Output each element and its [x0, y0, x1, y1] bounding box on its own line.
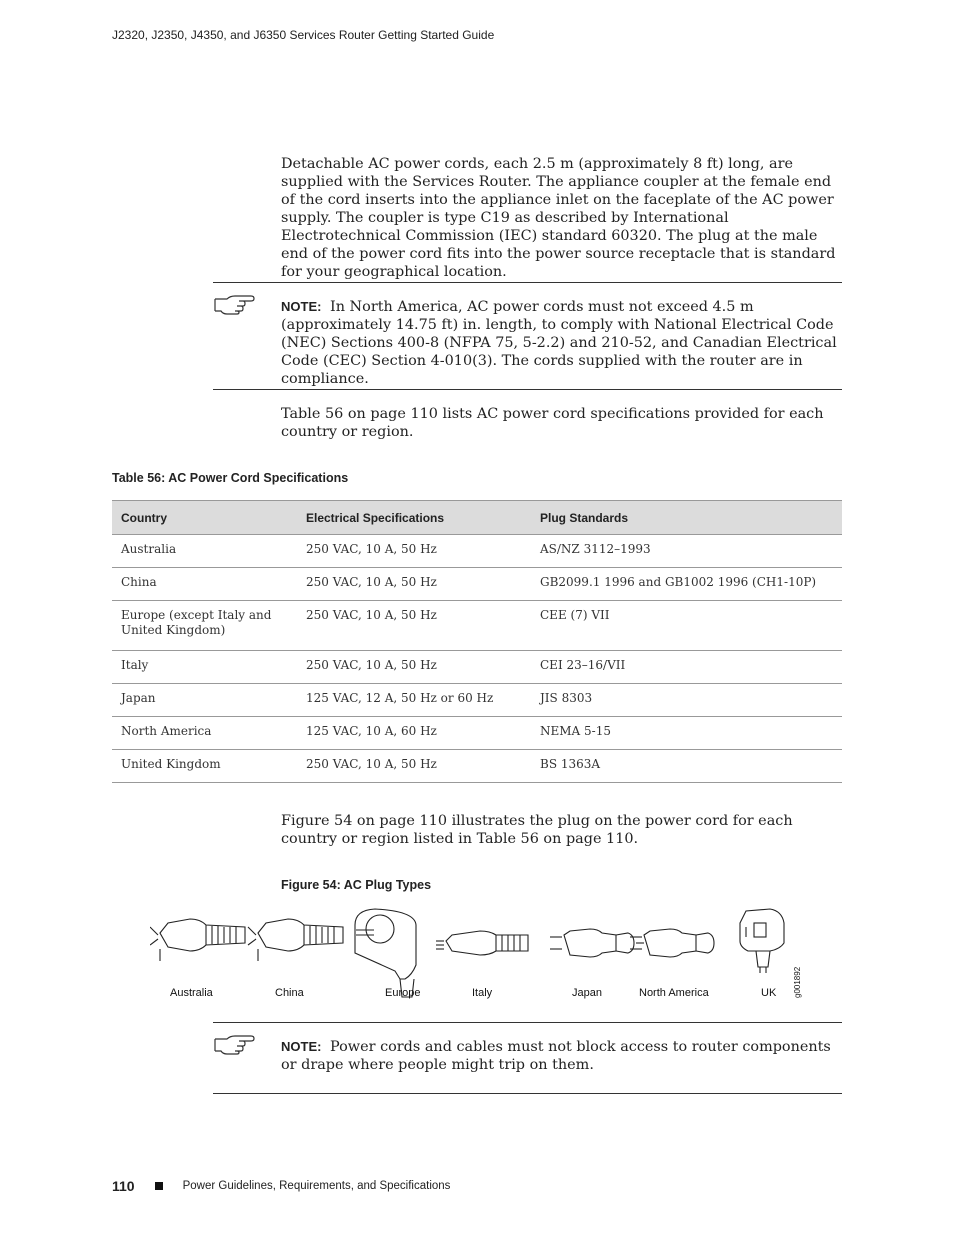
plug-label-italy: Italy — [472, 987, 493, 999]
table-row — [112, 717, 842, 750]
column-header-electrical: Electrical Specifications — [297, 501, 531, 535]
table-row — [112, 568, 842, 601]
uk-plug-illustration — [740, 909, 784, 973]
cell-plug: JIS 8303 — [531, 684, 842, 717]
intro-paragraph: Detachable AC power cords, each 2.5 m (approximately 8 ft) long, are supplied with the Services Router. The appliance coupler at the female end of the cord inserts into the appliance inlet on the faceplate of the AC power supply. The coupler is type C19 as described by International Electrotechnical Commission (IEC) standard 60320. The plug at the male end of the power cord fits into the power source receptacle that is standard for your geographical location. — [281, 156, 836, 280]
note-label: NOTE: — [281, 299, 322, 314]
plug-label-japan: Japan — [572, 987, 602, 999]
table-row — [112, 750, 842, 783]
table-caption: Table 56: AC Power Cord Specifications — [112, 471, 349, 485]
table-row — [112, 535, 842, 568]
cell-plug: GB2099.1 1996 and GB1002 1996 (CH1-10P) — [531, 568, 842, 601]
note-label: NOTE: — [281, 1039, 322, 1054]
plug-label-north-america: North America — [639, 987, 709, 999]
figure-caption: Figure 54: AC Plug Types — [281, 878, 432, 892]
table-row — [112, 684, 842, 717]
italy-plug-illustration — [436, 931, 528, 955]
europe-plug-illustration — [355, 909, 416, 997]
power-cord-spec-table — [112, 500, 842, 783]
cell-electrical: 250 VAC, 10 A, 50 Hz — [297, 651, 531, 684]
figure-intro-paragraph: Figure 54 on page 110 illustrates the plug on the power cord for each country or region listed in Table 56 on page 110. — [281, 813, 793, 847]
table-header-row — [112, 501, 842, 535]
footer-section-title: Power Guidelines, Requirements, and Specifications — [182, 1180, 451, 1192]
note-text — [281, 1038, 843, 1074]
cell-country: China — [112, 568, 297, 601]
cell-electrical: 125 VAC, 10 A, 60 Hz — [297, 717, 531, 750]
page-footer — [112, 1178, 450, 1194]
plug-label-china: China — [275, 987, 304, 999]
cell-country: Italy — [112, 651, 297, 684]
table-row — [112, 601, 842, 651]
note-body: In North America, AC power cords must not exceed 4.5 m (approximately 14.75 ft) in. length, to comply with National Electrical Code (NEC) Sections 400-8 (NFPA 75, 5-2.2) and 210-52, and Canadian Electrical Code (CEC) Section 4-010(3). The cords supplied with the router are in compliance. — [281, 299, 837, 387]
column-header-plug: Plug Standards — [531, 501, 842, 535]
ac-plug-types-figure — [150, 905, 810, 1005]
cell-country: Japan — [112, 684, 297, 717]
cell-plug: BS 1363A — [531, 750, 842, 783]
cell-country: United Kingdom — [112, 750, 297, 783]
pointing-hand-icon — [213, 293, 255, 315]
china-plug-illustration — [248, 919, 343, 961]
japan-plug-illustration — [550, 929, 634, 957]
cell-electrical: 250 VAC, 10 A, 50 Hz — [297, 535, 531, 568]
cell-country: North America — [112, 717, 297, 750]
north-america-plug-illustration — [630, 929, 714, 957]
cell-plug: CEE (7) VII — [531, 601, 842, 651]
square-bullet-icon — [155, 1182, 163, 1190]
cell-country: Australia — [112, 535, 297, 568]
cell-plug: CEI 23–16/VII — [531, 651, 842, 684]
cell-electrical: 250 VAC, 10 A, 50 Hz — [297, 568, 531, 601]
table-intro-paragraph: Table 56 on page 110 lists AC power cord specifications provided for each country or region. — [281, 406, 824, 440]
note-block — [213, 282, 842, 390]
pointing-hand-icon — [213, 1033, 255, 1055]
cell-country: Europe (except Italy and United Kingdom) — [112, 601, 297, 651]
cell-electrical: 250 VAC, 10 A, 50 Hz — [297, 601, 531, 651]
cell-plug: NEMA 5-15 — [531, 717, 842, 750]
figure-id: g001892 — [793, 966, 802, 998]
cell-electrical: 250 VAC, 10 A, 50 Hz — [297, 750, 531, 783]
table-row — [112, 651, 842, 684]
note-body: Power cords and cables must not block access to router components or drape where people might trip on them. — [281, 1039, 831, 1073]
column-header-country: Country — [112, 501, 297, 535]
cell-plug: AS/NZ 3112–1993 — [531, 535, 842, 568]
australia-plug-illustration — [150, 919, 245, 961]
note-block — [213, 1022, 842, 1094]
plug-label-uk: UK — [761, 987, 777, 999]
running-header: J2320, J2350, J4350, and J6350 Services Router Getting Started Guide — [112, 28, 495, 42]
cell-electrical: 125 VAC, 12 A, 50 Hz or 60 Hz — [297, 684, 531, 717]
plug-label-australia: Australia — [170, 987, 213, 999]
note-text — [281, 298, 843, 388]
plug-label-europe: Europe — [385, 987, 421, 999]
page-number: 110 — [112, 1178, 135, 1194]
